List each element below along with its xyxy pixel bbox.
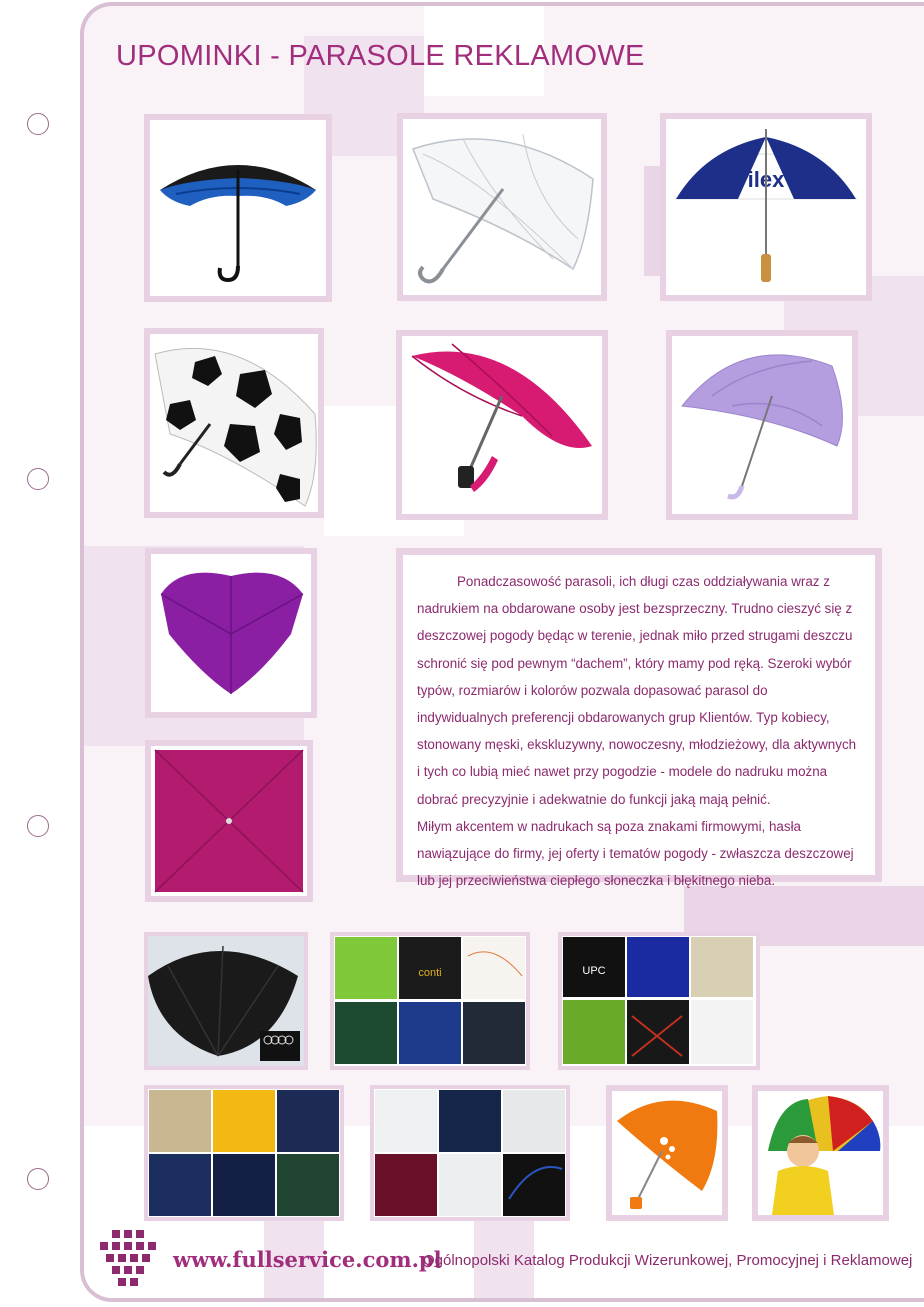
- footer-website-link[interactable]: www.fullservice.com.pl: [173, 1247, 442, 1272]
- footer-catalog-name: Ogólnopolski Katalog Produkcji Wizerunkowej, Promocyjnej i Reklamowej: [423, 1252, 913, 1269]
- umbrella-collage-upc: [558, 932, 760, 1070]
- umbrella-photo-lilac: [666, 330, 858, 520]
- umbrella-photo-ilex: [660, 113, 872, 301]
- binder-hole: [27, 1168, 49, 1190]
- umbrella-photo-transparent: [397, 113, 607, 301]
- page-title: UPOMINKI - PARASOLE REKLAMOWE: [116, 40, 645, 72]
- umbrella-photo-pink-folding: [396, 330, 608, 520]
- binder-hole: [27, 113, 49, 135]
- umbrella-collage-six-classic: [144, 1085, 344, 1221]
- umbrella-collage-six-mixed: [370, 1085, 570, 1221]
- binder-hole: [27, 815, 49, 837]
- conti-print-text: conti: [418, 967, 442, 979]
- umbrella-photo-football: [144, 328, 324, 518]
- umbrella-photo-orange: [606, 1085, 728, 1221]
- company-logo: [98, 1228, 162, 1292]
- umbrella-photo-child-rainbow: [752, 1085, 889, 1221]
- description-paragraph-1: Ponadczasowość parasoli, ich długi czas oddziaływania wraz z nadrukiem na obdarowane osoby jest bezsprzeczny. Trudno cieszyć się z deszczowej pogody będąc w terenie, jednak miło przed strugami deszczu schronić się pod pewnym “dachem”, który mamy pod ręką. Szeroki wybór typów, rozmiarów i kolorów pozwala dopasować parasol do indywidualnych preferencji obdarowanych grup Klientów. Typ kobiecy, stonowany męski, ekskluzywny, nowoczesny, młodzieżowy, dla aktywnych i tych co lubią mieć nawet przy pogodzie - modele do nadruku można dobrać precyzyjnie i adekwatnie do funkcji jaką mają pełnić.: [417, 574, 857, 807]
- ilex-print-text: ilex: [747, 167, 785, 192]
- description-text-box: [396, 548, 882, 889]
- description-paragraph-2: Miłym akcentem w nadrukach są poza znakami firmowymi, hasła nawiązujące do firmy, jej oferty i tematów pogody - zwłaszcza deszczowej lub jej przeciwieństwa ciepłego słoneczka i błękitnego nieba.: [417, 818, 854, 889]
- umbrella-photo-square-magenta: [145, 740, 313, 902]
- binder-hole: [27, 468, 49, 490]
- upc-print-text: UPC: [582, 965, 606, 977]
- umbrella-collage-six-conti: [330, 932, 530, 1070]
- umbrella-photo-black-blue: [144, 114, 332, 302]
- umbrella-photo-purple-heart: [145, 548, 317, 718]
- umbrella-collage-black-audi: [144, 932, 308, 1070]
